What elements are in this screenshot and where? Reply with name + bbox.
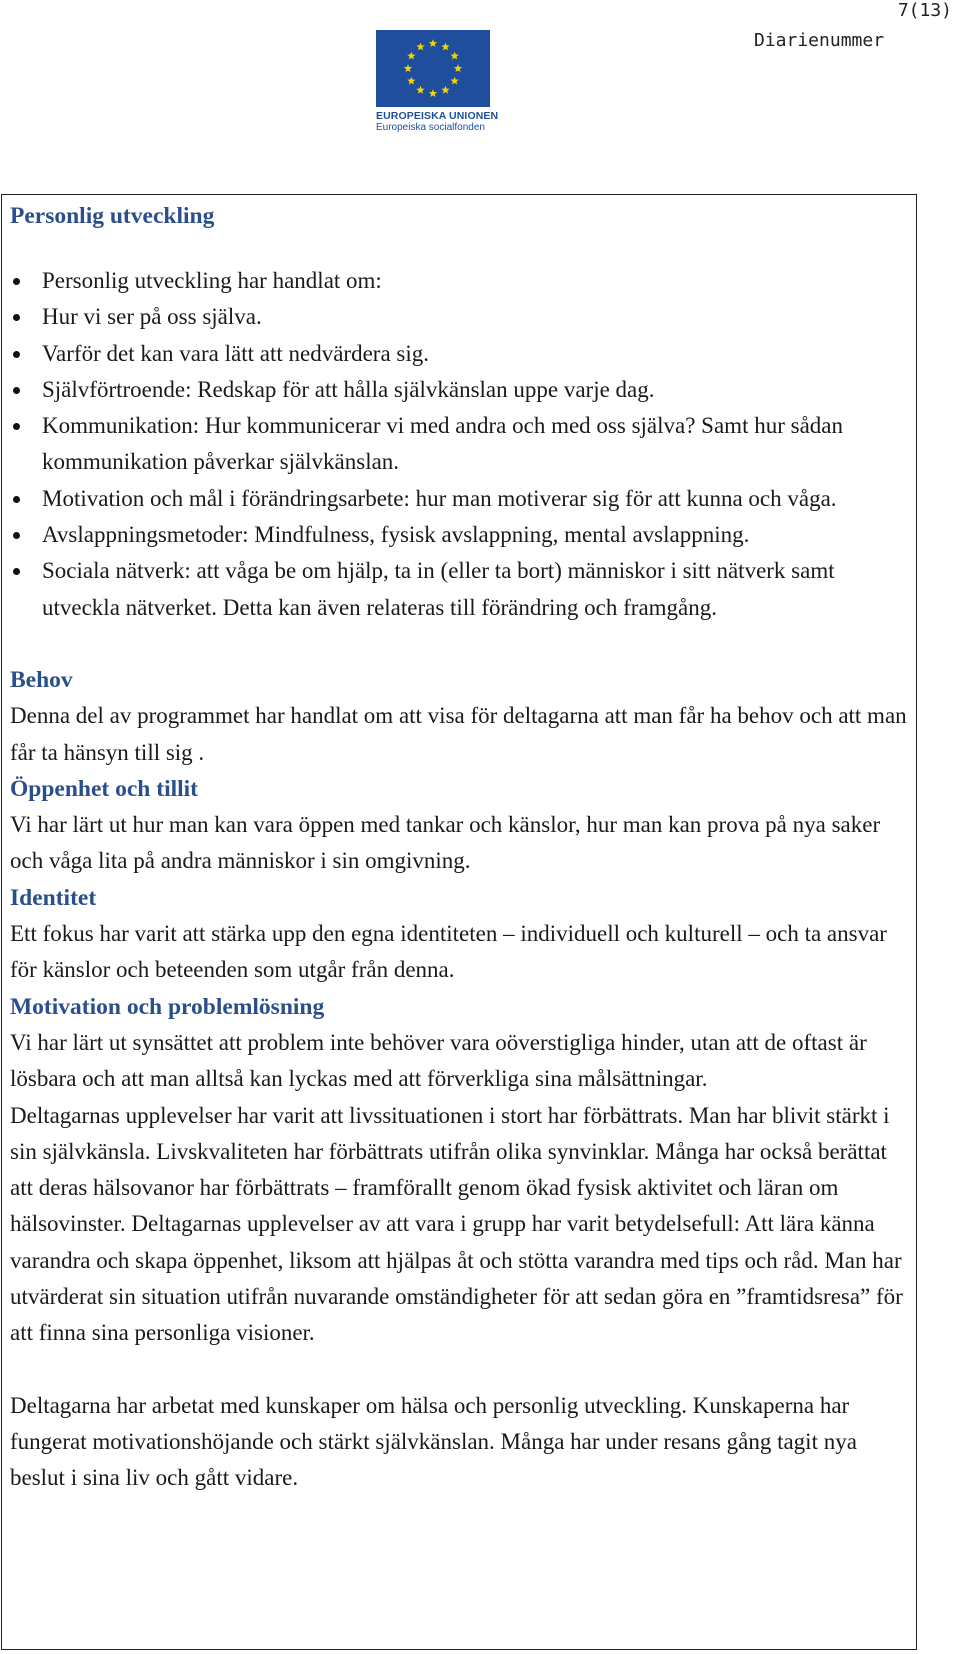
diarienummer-label: Diarienummer	[754, 30, 885, 51]
list-item: Sociala nätverk: att våga be om hjälp, ta in (eller ta bort) människor i sitt nätverk samt utveckla nätverket. Detta kan även relateras till förändring och framgång.	[10, 553, 915, 626]
bullet-icon	[13, 351, 20, 358]
section-text: Vi har lärt ut hur man kan vara öppen med tankar och känslor, hur man kan prova på nya saker och våga lita på andra människor i sin omgivning.	[10, 812, 881, 874]
section-text: Ett fokus har varit att stärka upp den egna identiteten – individuell och kulturell – och ta ansvar för känslor och beteenden som utgår från denna.	[10, 921, 887, 983]
section-heading: Behov	[10, 666, 73, 693]
eu-star-icon	[441, 86, 449, 94]
section-motivation	[10, 989, 915, 1098]
page-title: Personlig utveckling	[10, 203, 215, 229]
eu-star-icon	[429, 39, 437, 47]
list-item: Varför det kan vara lätt att nedvärdera sig.	[10, 336, 915, 372]
eu-star-icon	[407, 52, 415, 60]
topic-list	[10, 263, 915, 626]
list-item: Motivation och mål i förändringsarbete: hur man motiverar sig för att kunna och våga.	[10, 481, 915, 517]
eu-star-icon	[404, 64, 412, 72]
eu-star-icon	[407, 77, 415, 85]
bullet-icon	[13, 423, 20, 430]
list-item: Kommunikation: Hur kommunicerar vi med andra och med oss själva? Samt hur sådan kommunikation påverkar självkänslan.	[10, 408, 915, 481]
bullet-icon	[13, 314, 20, 321]
list-item: Hur vi ser på oss själva.	[10, 299, 915, 335]
section-heading: Identitet	[10, 884, 97, 911]
eu-star-icon	[450, 77, 458, 85]
eu-star-icon	[416, 86, 424, 94]
list-item: Personlig utveckling har handlat om:	[10, 263, 915, 299]
list-item: Självförtroende: Redskap för att hålla självkänslan uppe varje dag.	[10, 372, 915, 408]
document-body	[10, 196, 915, 1497]
list-item: Avslappningsmetoder: Mindfulness, fysisk avslappning, mental avslappning.	[10, 517, 915, 553]
eu-logo	[376, 30, 499, 134]
summary-paragraph: Deltagarna har arbetat med kunskaper om hälsa och personlig utveckling. Kunskaperna har fungerat motivationshöjande och stärkt självkänslan. Många har under resans gång tagit nya beslut i sina liv och gått vidare.	[10, 1392, 857, 1491]
bullet-icon	[13, 496, 20, 503]
page-number: 7(13)	[897, 0, 952, 21]
bullet-icon	[13, 532, 20, 539]
eu-star-icon	[450, 52, 458, 60]
section-heading: Motivation och problemlösning	[10, 993, 325, 1020]
bullet-icon	[13, 278, 20, 285]
section-identitet	[10, 880, 915, 989]
eu-star-icon	[416, 42, 424, 50]
section-text: Denna del av programmet har handlat om att visa för deltagarna att man får ha behov och att man får ta hänsyn till sig .	[10, 703, 907, 765]
experiences-paragraph: Deltagarnas upplevelser har varit att livssituationen i stort har förbättrats. Man har blivit stärkt i sin självkänsla. Livskvaliteten har förbättrats utifrån olika synvinklar. Många har också berättat att deras hälsovanor har förbättrats – framförallt genom ökad fysisk aktivitet och läran om hälsovinster. Deltagarnas upplevelser av att vara i grupp har varit betydelsefull: Att lära känna varandra och skapa öppenhet, liksom att hjälpas åt och stötta varandra med tips och råd. Man har utvärderat sin situation utifrån nuvarande omständigheter för att sedan göra en ”framtidsresa” för att finna sina personliga visioner.	[10, 1102, 903, 1346]
eu-star-icon	[429, 89, 437, 97]
logo-line-esf: Europeiska socialfonden	[376, 122, 485, 133]
section-heading: Öppenhet och tillit	[10, 775, 199, 802]
eu-stars-icon	[376, 30, 490, 107]
bullet-icon	[13, 387, 20, 394]
eu-star-icon	[454, 64, 462, 72]
eu-flag-icon	[376, 30, 490, 107]
bullet-icon	[13, 568, 20, 575]
section-behov	[10, 662, 915, 771]
section-text: Vi har lärt ut synsättet att problem inte behöver vara oöverstigliga hinder, utan att de oftast är lösbara och att man alltså kan lyckas med att förverkliga sina målsättningar.	[10, 1029, 867, 1092]
section-oppenhet	[10, 771, 915, 880]
logo-line-eu: EUROPEISKA UNIONEN	[376, 110, 499, 122]
eu-star-icon	[441, 42, 449, 50]
